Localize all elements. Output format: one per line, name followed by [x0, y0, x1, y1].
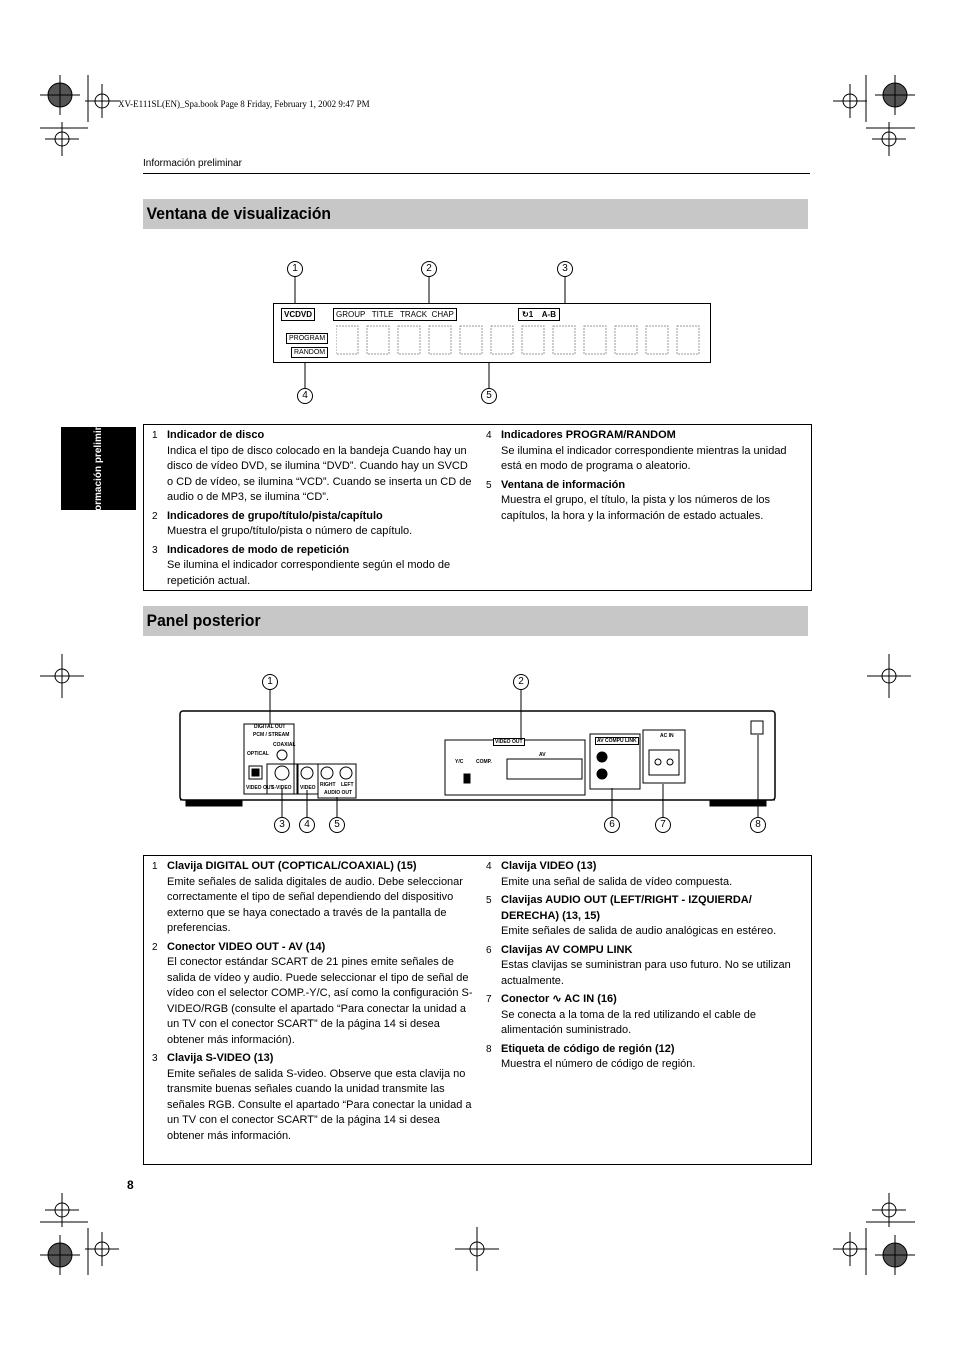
item-number: 6: [486, 944, 492, 956]
label-audio-out: AUDIO OUT: [324, 790, 353, 796]
rear-col-left: [144, 859, 474, 1147]
rear-item-6: [478, 943, 796, 990]
item-text: Se ilumina el indicador correspondiente mientras la unidad está en modo de programa o aleatorio.: [501, 444, 787, 472]
rear-callout-3: 3: [274, 817, 290, 833]
item-title: Conector ∿ AC IN (16): [501, 993, 617, 1005]
item-title: Indicador de disco: [167, 429, 265, 441]
rear-description-box: [143, 855, 812, 1165]
item-text: Muestra el grupo/título/pista o número de capítulo.: [167, 525, 413, 537]
label-pcm: PCM / STREAM: [253, 732, 290, 738]
repeat-label: 1 A-B: [528, 310, 556, 319]
item-title: Clavija VIDEO (13): [501, 860, 597, 872]
item-text: El conector estándar SCART de 21 pines emite señales de salida de vídeo y audio. Puede seleccionar el tipo de señal de vídeo con el selector COMP.-Y/C, así como la configuración S-VIDEO/RGB (consulte el apartado “Para conectar la unidad a un TV con el conector SCART” de la página 14 si desea obtener más información).: [167, 956, 473, 1046]
item-title: Clavija S-VIDEO (13): [167, 1052, 274, 1064]
item-number: 1: [152, 861, 158, 872]
item-number: 1: [152, 430, 158, 441]
rear-callout-5: 5: [329, 817, 345, 833]
item-number: 2: [152, 941, 158, 953]
label-s-video: S-VIDEO: [271, 785, 292, 791]
item-title: Indicadores de modo de repetición: [167, 543, 350, 556]
rear-col-right: [478, 859, 796, 1076]
item-number: 5: [486, 479, 492, 491]
item-number: 4: [486, 430, 492, 441]
rear-item-3: [144, 1051, 474, 1144]
page-number: 8: [127, 1178, 134, 1192]
label-av: AV: [539, 752, 546, 758]
rear-item-1: [144, 859, 474, 937]
rear-item-4: [478, 859, 796, 890]
rear-callout-8: 8: [750, 817, 766, 833]
section-label: Información preliminar: [143, 158, 242, 169]
rear-callout-6: 6: [604, 817, 620, 833]
label-comp: COMP.: [476, 759, 492, 765]
label-av-compu-link: AV COMPU LINK: [597, 738, 637, 744]
rear-callout-2: 2: [513, 674, 529, 690]
item-text: Emite una señal de salida de vídeo compuesta.: [501, 875, 733, 888]
label-left: LEFT: [341, 782, 354, 788]
item-text: Emite señales de salida digitales de audio. Debe seleccionar correctamente el tipo de señal dependiendo del dispositivo externo que se haya conectado a través de la pantalla de preferencias.: [167, 875, 463, 934]
disc-indicator: VCDVD: [281, 308, 315, 321]
item-text: Indica el tipo de disco colocado en la bandeja Cuando hay un disco de vídeo DVD, se ilumina “DVD”. Cuando hay un SVCD o CD de vídeo, se ilumina “VCD”. Cuando se inserta un CD de audio o de MP3, se ilumina “CD”.: [167, 444, 472, 503]
label-ac-in: AC IN: [660, 733, 674, 739]
item-text: Emite señales de salida de audio analógicas en estéreo.: [501, 925, 777, 937]
label-right: RIGHT: [320, 782, 336, 788]
rear-item-7: [478, 992, 796, 1039]
item-text: Emite señales de salida S-video. Observe que esta clavija no transmite buenas señales cuando la unidad transmite las señales RGB. Consulte el apartado “Para conectar la unidad a un TV con el conector SCART” de la página 14 si desea obtener más información.: [167, 1067, 472, 1142]
rear-item-2: [144, 940, 474, 1049]
item-title: Clavijas AUDIO OUT (LEFT/RIGHT - IZQUIERDA/ DERECHA) (13, 15): [501, 894, 752, 922]
label-yc: Y/C: [455, 759, 464, 765]
group-title-indicators: GROUP TITLE TRACK CHAP: [333, 308, 457, 321]
item-number: 3: [152, 544, 158, 556]
side-tab-label: Información preliminar: [92, 414, 104, 523]
item-number: 3: [152, 1053, 158, 1064]
rear-callout-4: 4: [299, 817, 315, 833]
rear-item-8: [478, 1042, 796, 1073]
callout-2: 2: [421, 261, 437, 277]
callout-3: 3: [557, 261, 573, 277]
label-video-out: VIDEO OUT: [495, 739, 523, 745]
item-text: Estas clavijas se suministran para uso futuro. No se utilizan actualmente.: [501, 959, 791, 987]
item-text: Se conecta a la toma de la red utilizando el cable de alimentación suministrado.: [501, 1008, 756, 1036]
label-coaxial: COAXIAL: [273, 742, 296, 748]
program-indicator: PROGRAM: [286, 333, 328, 344]
item-title: Indicadores de grupo/título/pista/capítulo: [167, 509, 383, 522]
rear-callout-1: 1: [262, 674, 278, 690]
item-number: 2: [152, 510, 158, 522]
item-text: Muestra el número de código de región.: [501, 1058, 696, 1070]
item-number: 7: [486, 994, 492, 1005]
label-optical: OPTICAL: [247, 751, 269, 757]
print-info: XV-E111SL(EN)_Spa.book Page 8 Friday, February 1, 2002 9:47 PM: [118, 99, 370, 109]
callout-5: 5: [481, 388, 497, 404]
label-video: VIDEO: [300, 785, 316, 791]
item-number: 4: [486, 861, 492, 872]
item-title: Clavijas AV COMPU LINK: [501, 943, 633, 956]
item-number: 5: [486, 895, 492, 906]
rear-section-title: Panel posterior: [146, 611, 261, 630]
item-text: Se ilumina el indicador correspondiente según el modo de repetición actual.: [167, 559, 451, 587]
label-digital-out: DIGITAL OUT: [254, 724, 286, 730]
repeat-icon: ↻: [522, 310, 529, 319]
rear-callout-7: 7: [655, 817, 671, 833]
callout-4: 4: [297, 388, 313, 404]
item-number: 8: [486, 1043, 492, 1055]
item-title: Etiqueta de código de región (12): [501, 1042, 675, 1055]
item-text: Muestra el grupo, el título, la pista y los números de los capítulos, la hora y la información de estado actuales.: [501, 494, 771, 522]
item-title: Conector VIDEO OUT - AV (14): [167, 940, 326, 953]
item-title: Clavija DIGITAL OUT (COPTICAL/COAXIAL) (15): [167, 860, 417, 872]
callout-1: 1: [287, 261, 303, 277]
rear-item-5: [478, 893, 796, 940]
item-title: Indicadores PROGRAM/RANDOM: [501, 429, 676, 441]
display-section-title: Ventana de visualización: [146, 204, 331, 223]
random-indicator: RANDOM: [291, 347, 328, 358]
label-video-out-small: VIDEO OUT: [246, 785, 274, 791]
item-title: Ventana de información: [501, 478, 626, 491]
